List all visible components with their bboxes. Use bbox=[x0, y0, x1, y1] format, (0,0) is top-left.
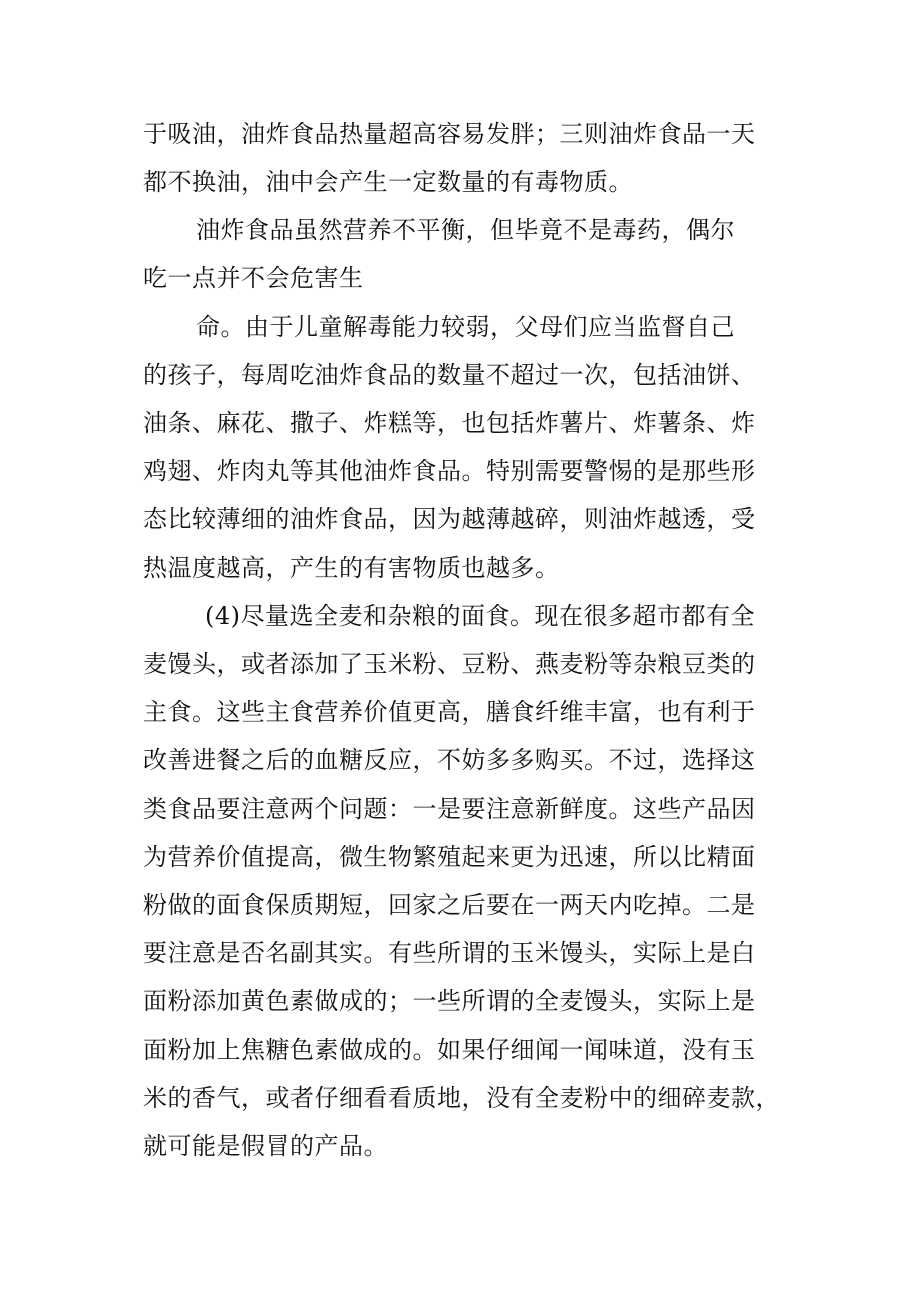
text-line: 都不换油，油中会产生一定数量的有毒物质。 bbox=[143, 168, 633, 196]
text-line: 面粉加上焦糖色素做成的。如果仔细闻一闻味道，没有玉 bbox=[143, 1036, 756, 1064]
text-line: 态比较薄细的油炸食品，因为越薄越碎，则油炸越透，受 bbox=[143, 505, 756, 533]
text-line: (4)尽量选全麦和杂粮的面食。现在很多超市都有全 bbox=[205, 602, 755, 630]
text-line: 麦馒头，或者添加了玉米粉、豆粉、燕麦粉等杂粮豆类的 bbox=[143, 650, 756, 678]
text-line: 就可能是假冒的产品。 bbox=[143, 1132, 388, 1160]
text-line: 为营养价值提高，微生物繁殖起来更为迅速，所以比精面 bbox=[143, 843, 756, 871]
text-line: 油条、麻花、撒子、炸糕等，也包括炸薯片、炸薯条、炸 bbox=[143, 409, 756, 437]
text-line: 类食品要注意两个问题：一是要注意新鲜度。这些产品因 bbox=[143, 795, 756, 823]
text-line: 于吸油，油炸食品热量超高容易发胖；三则油炸食品一天 bbox=[143, 120, 756, 148]
text-line: 命。由于儿童解毒能力较弱，父母们应当监督自己 bbox=[196, 313, 735, 341]
text-line: 的孩子，每周吃油炸食品的数量不超过一次，包括油饼、 bbox=[143, 361, 756, 389]
text-line: 米的香气，或者仔细看看质地，没有全麦粉中的细碎麦款， bbox=[143, 1084, 780, 1112]
text-line: 要注意是否名副其实。有些所谓的玉米馒头，实际上是白 bbox=[143, 939, 756, 967]
text-line: 主食。这些主食营养价值更高，膳食纤维丰富，也有利于 bbox=[143, 698, 756, 726]
text-line: 粉做的面食保质期短，回家之后要在一两天内吃掉。二是 bbox=[143, 891, 756, 919]
text-line: 吃一点并不会危害生 bbox=[143, 264, 364, 292]
text-line: 面粉添加黄色素做成的；一些所谓的全麦馒头，实际上是 bbox=[143, 987, 756, 1015]
text-line: 改善进餐之后的血糖反应，不妨多多购买。不过，选择这 bbox=[143, 746, 756, 774]
text-line: 油炸食品虽然营养不平衡，但毕竟不是毒药，偶尔 bbox=[196, 216, 735, 244]
text-line: 热温度越高，产生的有害物质也越多。 bbox=[143, 554, 560, 582]
text-line: 鸡翅、炸肉丸等其他油炸食品。特别需要警惕的是那些形 bbox=[143, 457, 756, 485]
